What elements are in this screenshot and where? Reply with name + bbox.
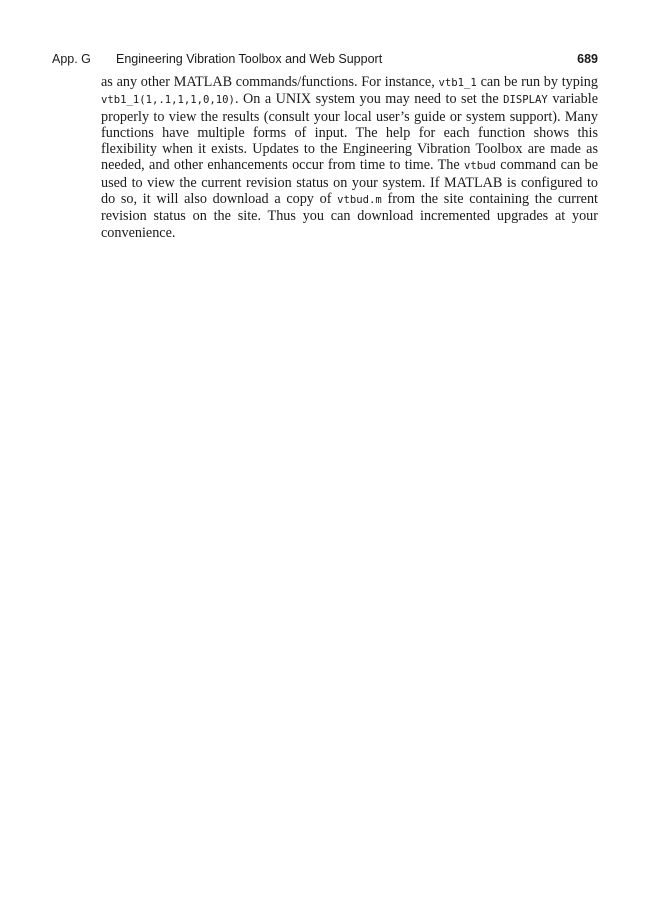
text-segment: can be run by typing <box>480 74 598 90</box>
appendix-label: App. G <box>52 52 91 66</box>
inline-code-vtbud-file: vtbud.m <box>337 194 382 207</box>
chapter-title: Engineering Vibration Toolbox and Web Support <box>116 52 383 66</box>
running-header <box>52 50 598 68</box>
body-paragraph <box>101 74 598 241</box>
inline-code-display-variable: DISPLAY <box>503 94 548 107</box>
text-segment: from the site containing the current revision status on the site. Thus you can download incremented upgrades at your convenience. <box>101 191 598 241</box>
text-segment: command can be used to view the current revision status on your system. If MATLAB is configured to do so, it will also download a copy of <box>101 157 598 208</box>
page-number: 689 <box>577 52 598 66</box>
text-segment: as any other MATLAB commands/functions. For instance, <box>101 74 435 90</box>
text-segment: . On a UNIX system you may need to set the <box>234 91 499 108</box>
inline-code-example-call: vtb1_1(1,.1,1,1,0,10) <box>101 94 235 107</box>
inline-code-function-name: vtb1_1 <box>438 77 477 89</box>
text-segment: variable properly to view the results (consult your local user’s guide or system support). Many functions have multiple forms of input. The help for each function shows this flexibility when it exists. Updates to the Engineering Vibration Toolbox are made as needed, and other enhancements occur from time to time. The <box>101 91 599 174</box>
inline-code-vtbud-command: vtbud <box>464 160 496 173</box>
